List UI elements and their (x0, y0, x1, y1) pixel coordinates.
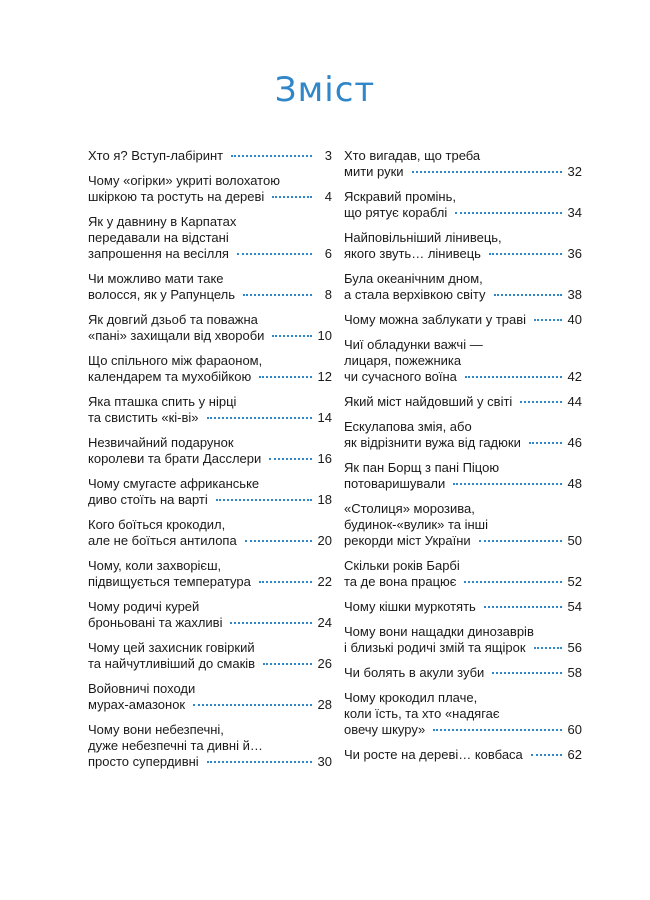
toc-entry-line (88, 230, 332, 246)
dot-leader (534, 319, 561, 321)
toc-entry-title: Войовничі походи (88, 681, 196, 696)
page-number: 60 (567, 722, 582, 737)
page-number: 58 (567, 665, 582, 680)
toc-entry-title: та свистить «кі-ві» (88, 410, 199, 425)
toc-entry[interactable] (344, 624, 582, 656)
toc-entry-title: броньовані та жахливі (88, 615, 223, 630)
toc-entry-line (88, 435, 332, 451)
toc-entry[interactable] (344, 148, 582, 180)
toc-entry-line (88, 328, 332, 344)
page-number: 12 (317, 369, 332, 384)
toc-entry-line (88, 681, 332, 697)
toc-entry-line (88, 697, 332, 713)
page-number: 56 (567, 640, 582, 655)
toc-entry-line (344, 517, 582, 533)
toc-entry-line (88, 394, 332, 410)
page-number: 54 (567, 599, 582, 614)
dot-leader (484, 606, 562, 608)
toc-entry[interactable] (344, 747, 582, 763)
dot-leader (193, 704, 311, 706)
toc-entry-title: мурах-амазонок (88, 697, 186, 712)
toc-entry[interactable] (88, 271, 332, 303)
toc-entry[interactable] (344, 189, 582, 221)
page-number: 16 (317, 451, 332, 466)
toc-entry[interactable] (344, 394, 582, 410)
toc-entry-title: якого звуть… лінивець (344, 246, 481, 261)
toc-entry-line (344, 205, 582, 221)
page-number: 28 (317, 697, 332, 712)
toc-entry-title: Як довгий дзьоб та поважна (88, 312, 258, 327)
toc-column-left (88, 148, 332, 779)
toc-entry-line (88, 517, 332, 533)
toc-entry[interactable] (88, 435, 332, 467)
toc-entry-title: Найповільніший ліниве​ць, (344, 230, 502, 245)
dot-leader (455, 212, 561, 214)
toc-entry-title: але не боїться антилопа (88, 533, 237, 548)
toc-entry-title: календарем та мухобійкою (88, 369, 252, 384)
toc-entry[interactable] (344, 312, 582, 328)
toc-entry[interactable] (88, 558, 332, 590)
toc-entry[interactable] (88, 517, 332, 549)
page-number: 3 (324, 148, 332, 163)
toc-entry-line (88, 410, 332, 426)
toc-entry[interactable] (344, 419, 582, 451)
page-number: 10 (317, 328, 332, 343)
toc-entry-line (344, 599, 582, 615)
toc-entry[interactable] (344, 558, 582, 590)
toc-entry-line (88, 492, 332, 508)
toc-entry-line (88, 574, 332, 590)
toc-entry[interactable] (344, 665, 582, 681)
dot-leader (529, 442, 562, 444)
page-number: 26 (317, 656, 332, 671)
toc-entry-line (344, 164, 582, 180)
toc-entry-title: Чому цей захисник говіркий (88, 640, 255, 655)
dot-leader (489, 253, 562, 255)
dot-leader (453, 483, 561, 485)
toc-entry-title: Чому кішки муркотять (344, 599, 476, 614)
toc-entry-line (88, 246, 332, 262)
toc-entry[interactable] (88, 214, 332, 262)
toc-entry-title: а стала верхівкою світу (344, 287, 486, 302)
dot-leader (464, 581, 561, 583)
toc-entry-title: будинок-«вулик» та інші (344, 517, 488, 532)
page-number: 38 (567, 287, 582, 302)
toc-entry-title: передавали на відстані (88, 230, 229, 245)
toc-entry-line (88, 271, 332, 287)
toc-entry-line (344, 501, 582, 517)
toc-entry-title: «пані» захищали від хвороби (88, 328, 265, 343)
toc-entry-line (88, 173, 332, 189)
toc-entry-line (88, 533, 332, 549)
toc-entry-line (88, 599, 332, 615)
toc-entry[interactable] (88, 476, 332, 508)
dot-leader (216, 499, 312, 501)
dot-leader (245, 540, 312, 542)
toc-entry[interactable] (88, 312, 332, 344)
dot-leader (207, 417, 312, 419)
toc-entry[interactable] (88, 173, 332, 205)
toc-entry[interactable] (88, 394, 332, 426)
page-number: 62 (567, 747, 582, 762)
dot-leader (243, 294, 312, 296)
toc-entry-title: Була океанічним дном, (344, 271, 483, 286)
toc-entry-line (344, 665, 582, 681)
toc-entry-line (88, 640, 332, 656)
dot-leader (412, 171, 562, 173)
toc-entry[interactable] (344, 599, 582, 615)
dot-leader (494, 294, 562, 296)
toc-entry-title: потоваришували (344, 476, 446, 491)
toc-entry-line (344, 246, 582, 262)
toc-entry-title: Чи можливо мати таке (88, 271, 224, 286)
page-number: 22 (317, 574, 332, 589)
toc-entry-title: Чиї обладунки важчі — (344, 337, 483, 352)
toc-entry[interactable] (344, 501, 582, 549)
page-number: 48 (567, 476, 582, 491)
toc-entry-line (344, 624, 582, 640)
page-title: Зміст (274, 70, 376, 110)
dot-leader (269, 458, 311, 460)
toc-entry[interactable] (88, 599, 332, 631)
toc-entry-title: та найчутливіший до смаків (88, 656, 256, 671)
toc-entry-title: лицаря, пожежника (344, 353, 462, 368)
page-number: 50 (567, 533, 582, 548)
toc-entry-line (344, 706, 582, 722)
toc-entry-title: Кого боїться крокодил, (88, 517, 226, 532)
toc-entry-title: і близькі родичі змій та ящірок (344, 640, 526, 655)
toc-entry-line (88, 214, 332, 230)
toc-column-right (344, 148, 582, 772)
dot-leader (492, 672, 561, 674)
page-number: 34 (567, 205, 582, 220)
page-number: 42 (567, 369, 582, 384)
toc-entry-line (88, 353, 332, 369)
page-number: 24 (317, 615, 332, 630)
toc-entry-line (88, 148, 332, 164)
toc-entry-title: Скільки років Барбі (344, 558, 460, 573)
toc-entry-title: що рятує кораблі (344, 205, 448, 220)
toc-entry-title: Чи росте на дереві… ковбаса (344, 747, 523, 762)
dot-leader (531, 754, 562, 756)
dot-leader (520, 401, 561, 403)
toc-entry-line (88, 558, 332, 574)
page-number: 6 (324, 246, 332, 261)
page-number: 36 (567, 246, 582, 261)
toc-entry-title: Яка пташка спить у нірці (88, 394, 237, 409)
toc-entry-line (344, 148, 582, 164)
toc-entry-line (88, 312, 332, 328)
toc-entry-title: чи сучасного воїна (344, 369, 457, 384)
page-number: 30 (317, 754, 332, 769)
toc-entry-title: овечу шкуру» (344, 722, 426, 737)
toc-entry-line (344, 353, 582, 369)
toc-entry-title: Що спільного між фараоном, (88, 353, 263, 368)
toc-entry-line (344, 312, 582, 328)
page-number: 4 (324, 189, 332, 204)
toc-entry-line (88, 722, 332, 738)
toc-entry[interactable] (344, 230, 582, 262)
toc-entry-line (344, 369, 582, 385)
toc-entry-title: «Столиця» морозива, (344, 501, 475, 516)
toc-entry-line (88, 369, 332, 385)
toc-entry-line (344, 435, 582, 451)
toc-entry-line (88, 476, 332, 492)
dot-leader (479, 540, 562, 542)
toc-entry-title: запрошення на весілля (88, 246, 229, 261)
toc-entry[interactable] (88, 353, 332, 385)
toc-entry-title: волосся, як у Рапунцель (88, 287, 236, 302)
toc-entry-title: шкіркою та ростуть на дереві (88, 189, 265, 204)
toc-entry-title: Чому крокодил плаче, (344, 690, 478, 705)
toc-entry-line (344, 189, 582, 205)
toc-entry-title: Який міст найдовший у світі (344, 394, 513, 409)
toc-entry-title: коли їсть, та хто «надягає (344, 706, 500, 721)
dot-leader (433, 729, 561, 731)
dot-leader (272, 196, 312, 198)
toc-entry-title: Чому смугасте африканське (88, 476, 260, 491)
toc-entry-line (88, 615, 332, 631)
toc-entry-title: Чому вони нащадки динозаврів (344, 624, 534, 639)
toc-entry[interactable] (88, 640, 332, 672)
toc-entry-title: Чому, коли захворієш, (88, 558, 222, 573)
toc-entry-line (88, 738, 332, 754)
toc-entry-line (344, 271, 582, 287)
toc-entry-title: просто супердивні (88, 754, 199, 769)
toc-entry-title: рекорди міст України (344, 533, 471, 548)
toc-entry-line (344, 747, 582, 763)
toc-entry-title: Чому можна заблукати у траві (344, 312, 527, 327)
toc-entry-title: та де вона працює (344, 574, 457, 589)
toc-entry-line (344, 394, 582, 410)
page-number: 20 (317, 533, 332, 548)
toc-entry[interactable] (344, 460, 582, 492)
page-number: 46 (567, 435, 582, 450)
toc-entry-title: як відрізнити вужа від гадюки (344, 435, 521, 450)
toc-entry-line (88, 189, 332, 205)
toc-entry-line (344, 690, 582, 706)
toc-entry-title: Як пан Борщ з пані Піцою (344, 460, 500, 475)
toc-entry-line (88, 656, 332, 672)
dot-leader (259, 376, 311, 378)
toc-entry[interactable] (88, 681, 332, 713)
dot-leader (465, 376, 562, 378)
toc-entry-title: мити руки (344, 164, 404, 179)
page-number: 8 (324, 287, 332, 302)
toc-entry-line (344, 533, 582, 549)
dot-leader (230, 622, 311, 624)
toc-entry-title: Незвичайний подарунок (88, 435, 234, 450)
toc-entry-title: Яскравий промінь, (344, 189, 456, 204)
page-number: 40 (567, 312, 582, 327)
toc-entry-title: королеви та брати Дасслери (88, 451, 262, 466)
page-number: 52 (567, 574, 582, 589)
toc-entry-title: Ескулапова змія, або (344, 419, 472, 434)
toc-entry-title: дуже небезпечні та дивні й… (88, 738, 263, 753)
toc-entry-line (344, 722, 582, 738)
toc-entry-line (344, 476, 582, 492)
toc-entry[interactable] (344, 690, 582, 738)
toc-entry-title: Як у давнину в Карпатах (88, 214, 237, 229)
toc-entry[interactable] (88, 148, 332, 164)
page-number: 14 (317, 410, 332, 425)
page-number: 18 (317, 492, 332, 507)
dot-leader (259, 581, 312, 583)
dot-leader (237, 253, 312, 255)
toc-entry-title: Чому «огірки» укриті волохатою (88, 173, 280, 188)
toc-entry-line (344, 230, 582, 246)
toc-entry-title: Хто вигадав, що треба (344, 148, 481, 163)
toc-entry-line (344, 460, 582, 476)
dot-leader (207, 761, 312, 763)
toc-entry-title: диво стоїть на варті (88, 492, 208, 507)
toc-entry[interactable] (344, 271, 582, 303)
toc-entry-line (344, 287, 582, 303)
dot-leader (231, 155, 312, 157)
toc-entry-line (344, 640, 582, 656)
page-number: 32 (567, 164, 582, 179)
toc-entry[interactable] (344, 337, 582, 385)
dot-leader (272, 335, 311, 337)
dot-leader (263, 663, 311, 665)
page-number: 44 (567, 394, 582, 409)
toc-entry-title: Чи болять в акули зуби (344, 665, 485, 680)
dot-leader (534, 647, 562, 649)
toc-entry[interactable] (88, 722, 332, 770)
toc-entry-line (344, 558, 582, 574)
toc-entry-line (344, 337, 582, 353)
toc-entry-title: Хто я? Вступ-лабіринт (88, 148, 224, 163)
toc-entry-title: Чому вони небезпечні, (88, 722, 224, 737)
toc-entry-title: Чому родичі курей (88, 599, 200, 614)
toc-entry-title: підвищується температура (88, 574, 251, 589)
toc-entry-line (88, 287, 332, 303)
toc-entry-line (88, 754, 332, 770)
toc-entry-line (344, 574, 582, 590)
toc-entry-line (88, 451, 332, 467)
toc-entry-line (344, 419, 582, 435)
